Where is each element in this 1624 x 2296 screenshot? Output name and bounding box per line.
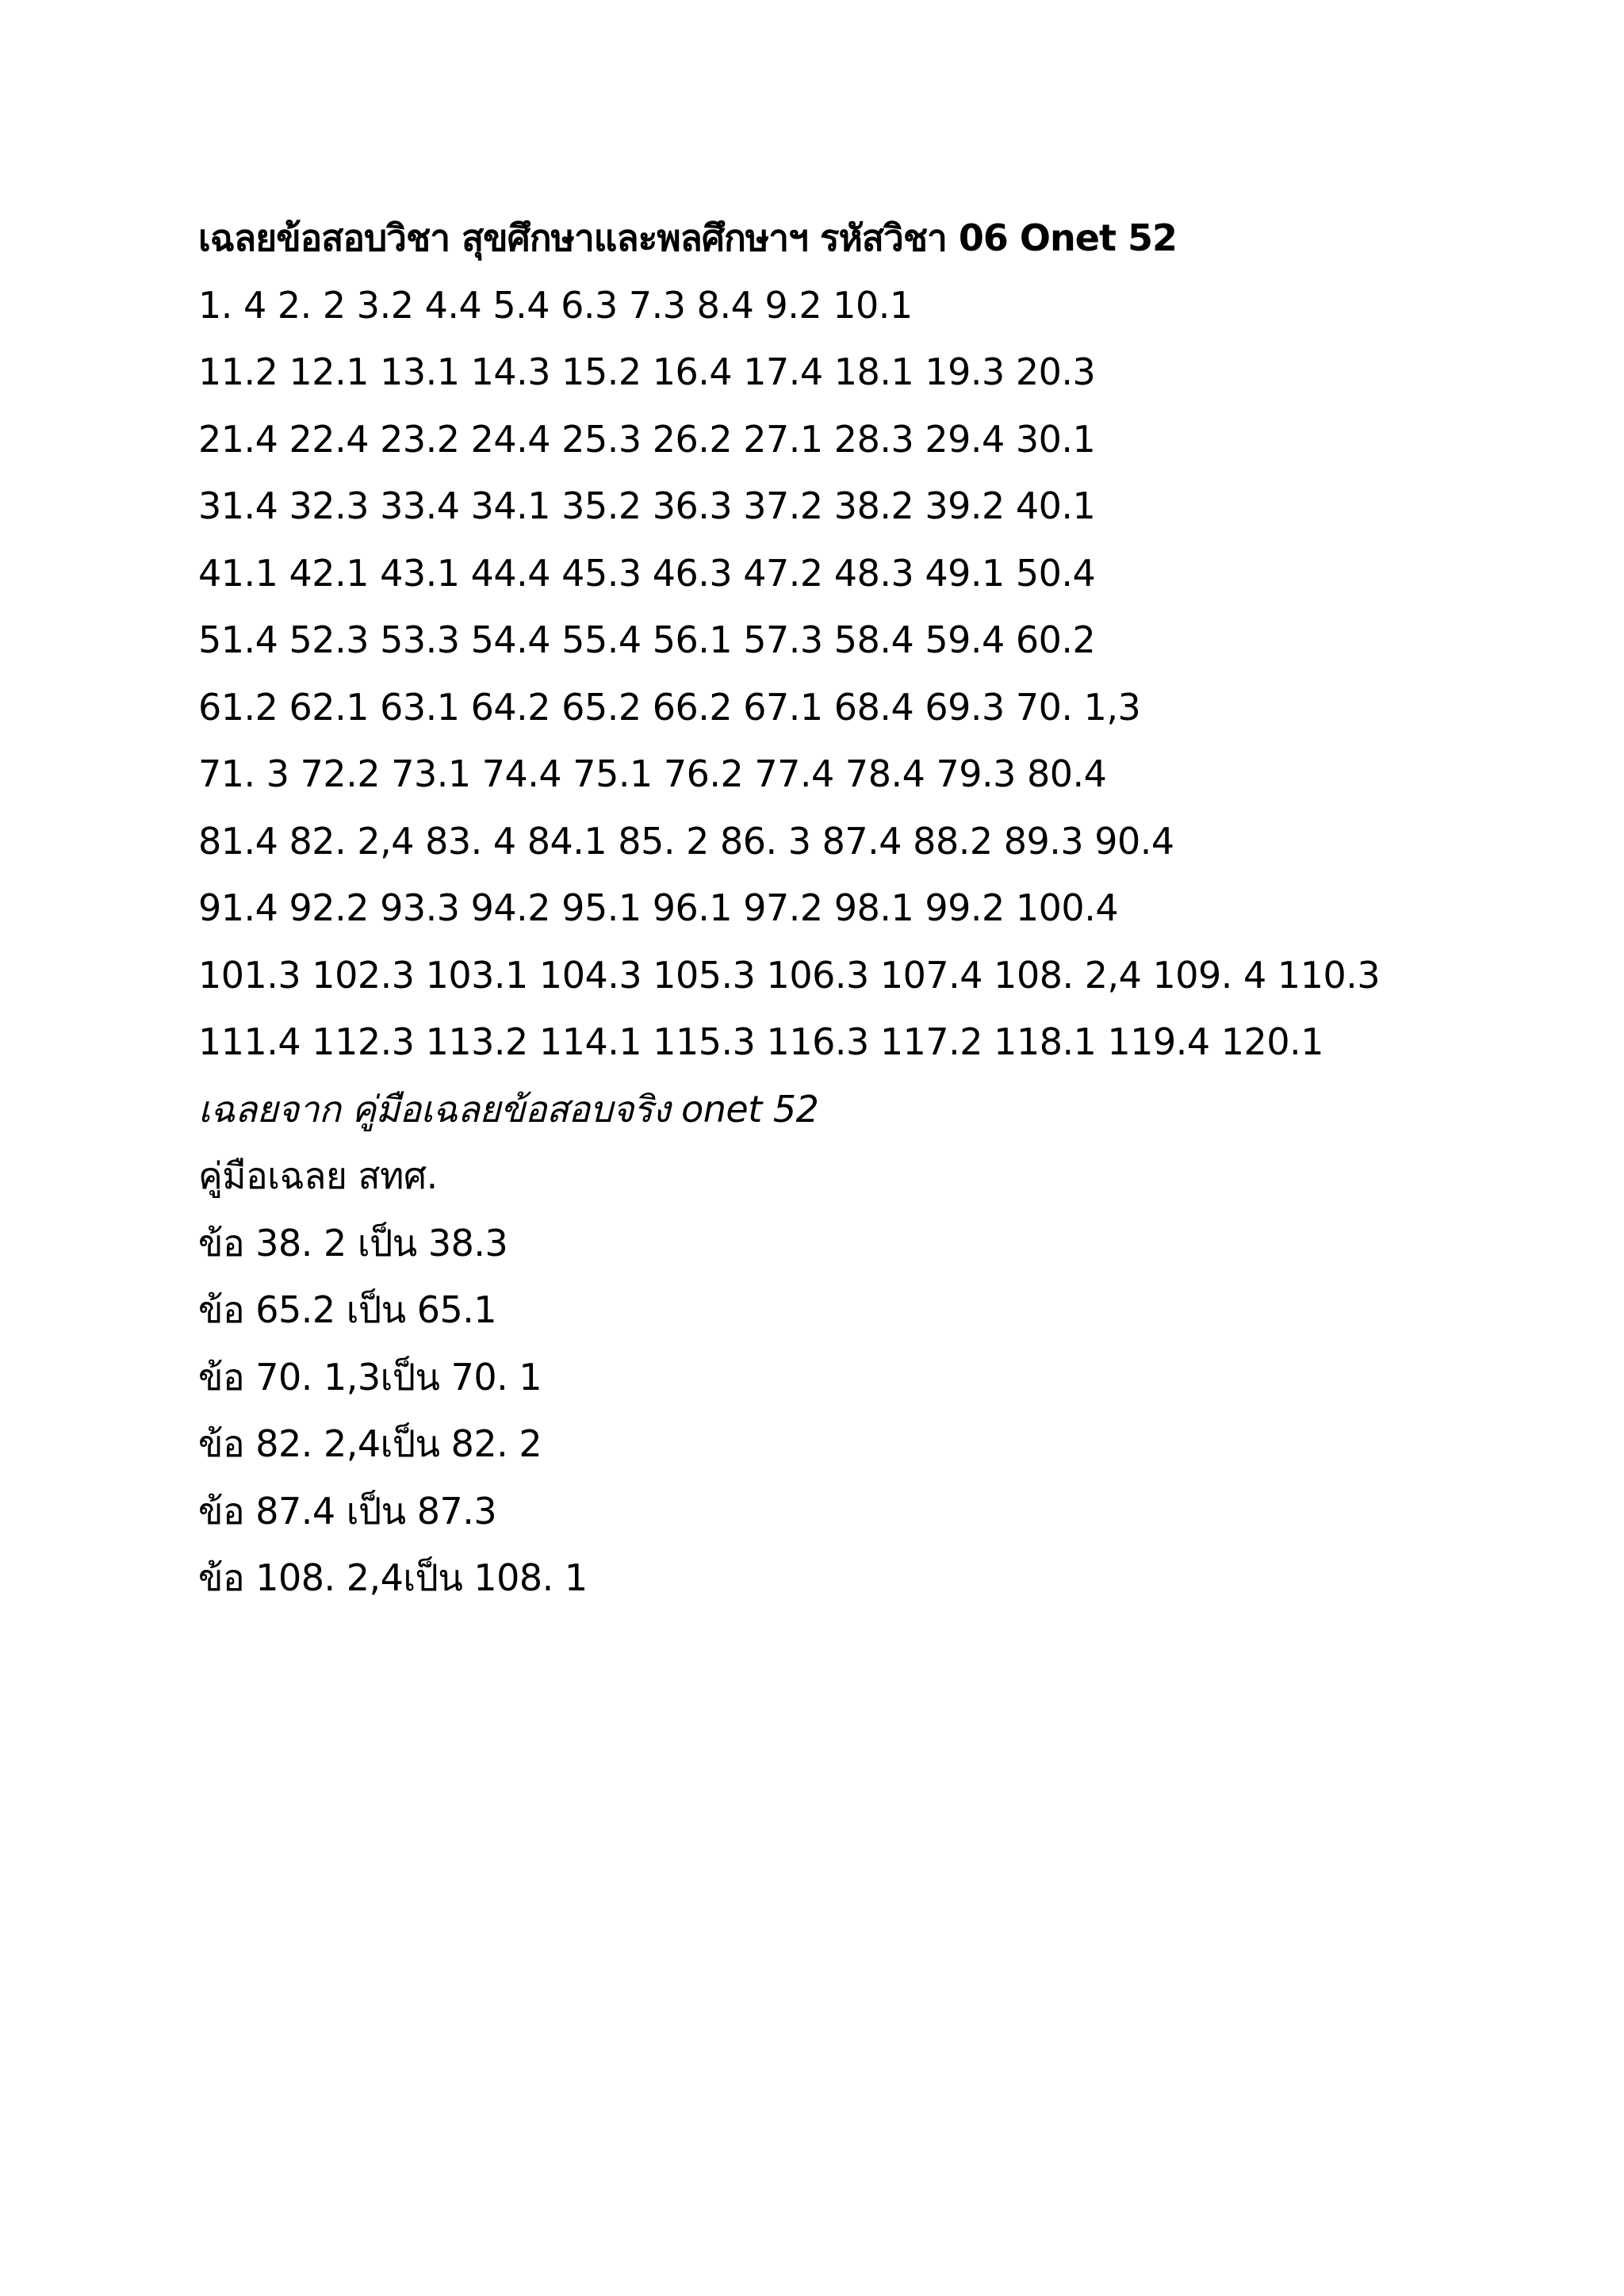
answer-line: 21.4 22.4 23.2 24.4 25.3 26.2 27.1 28.3 29.4 30.1	[198, 417, 1096, 461]
correction-heading: คู่มือเฉลย สทศ.	[198, 1154, 438, 1197]
answer-line: 1. 4 2. 2 3.2 4.4 5.4 6.3 7.3 8.4 9.2 10.1	[198, 283, 913, 327]
answer-key	[198, 272, 1546, 1076]
answer-line: 51.4 52.3 53.3 54.4 55.4 56.1 57.3 58.4 59.4 60.2	[198, 618, 1096, 661]
answer-line: 101.3 102.3 103.1 104.3 105.3 106.3 107.4 108. 2,4 109. 4 110.3	[198, 953, 1381, 997]
correction-item: ข้อ 108. 2,4เป็น 108. 1	[198, 1556, 588, 1599]
answer-line: 11.2 12.1 13.1 14.3 15.2 16.4 17.4 18.1 19.3 20.3	[198, 350, 1096, 393]
answer-line: 111.4 112.3 113.2 114.1 115.3 116.3 117.2 118.1 119.4 120.1	[198, 1020, 1323, 1063]
correction-item: ข้อ 70. 1,3เป็น 70. 1	[198, 1355, 542, 1399]
document-title: เฉลยข้อสอบวิชา สุขศึกษาและพลศึกษาฯ รหัสวิชา 06 Onet 52	[198, 216, 1177, 259]
corrections-list	[198, 1210, 1546, 1612]
answer-line: 41.1 42.1 43.1 44.4 45.3 46.3 47.2 48.3 49.1 50.4	[198, 551, 1096, 595]
answer-line: 81.4 82. 2,4 83. 4 84.1 85. 2 86. 3 87.4 88.2 89.3 90.4	[198, 819, 1174, 863]
answer-line: 61.2 62.1 63.1 64.2 65.2 66.2 67.1 68.4 69.3 70. 1,3	[198, 685, 1141, 729]
correction-item: ข้อ 82. 2,4เป็น 82. 2	[198, 1422, 542, 1465]
document-page	[198, 205, 1546, 1612]
correction-item: ข้อ 87.4 เป็น 87.3	[198, 1489, 497, 1533]
answer-line: 71. 3 72.2 73.1 74.4 75.1 76.2 77.4 78.4 79.3 80.4	[198, 752, 1107, 795]
correction-item: ข้อ 38. 2 เป็น 38.3	[198, 1221, 508, 1265]
source-note: เฉลยจาก คู่มือเฉลยข้อสอบจริง onet 52	[198, 1087, 819, 1131]
correction-item: ข้อ 65.2 เป็น 65.1	[198, 1288, 497, 1331]
answer-line: 91.4 92.2 93.3 94.2 95.1 96.1 97.2 98.1 99.2 100.4	[198, 886, 1119, 929]
answer-line: 31.4 32.3 33.4 34.1 35.2 36.3 37.2 38.2 39.2 40.1	[198, 484, 1096, 527]
